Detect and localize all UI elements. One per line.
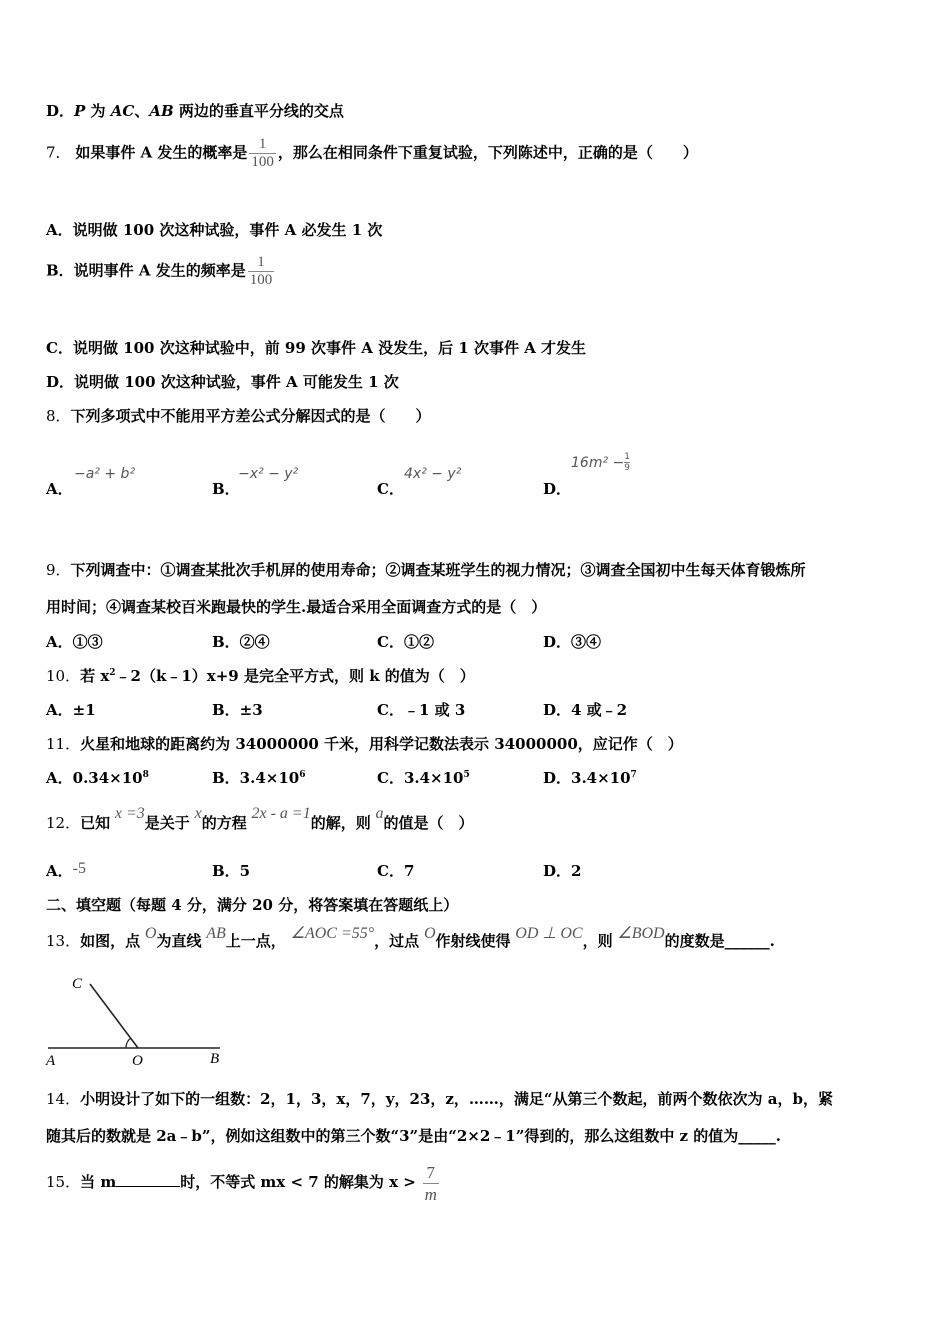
q10-option-c: C．﹣1 或 3 xyxy=(377,701,466,719)
q11-option-b: B．$3.4\times 10^6$ xyxy=(212,769,306,787)
q10-stem: 10．若 $x^2﹣2(k﹣1)x+9$ 是完全平方式，则 k 的值为（ ） xyxy=(46,667,475,685)
angle-arc xyxy=(126,1038,131,1048)
q15-fraction: $\frac{7}{m}$ xyxy=(424,1162,437,1204)
q12-stem: 12．已知 x =3是关于 x的方程 2x - a =1的解，则 a的值是（ ） xyxy=(46,805,474,832)
q7-option-c: C．说明做 100 次这种试验中，前 99 次事件 A 没发生，后 1 次事件 A 才发生 xyxy=(46,339,587,357)
q8-option-c-expr: 4x² − y² xyxy=(404,466,462,482)
q14-line2: 随其后的数就是 2a﹣b”，例如这组数中的第三个数“3”是由“2×2﹣1”得到的，那么这组数中 z 的值为_____. xyxy=(46,1127,782,1145)
q7-number: 7． xyxy=(46,143,71,162)
label-a: A xyxy=(46,1053,56,1068)
q7-fraction: $\frac{1}{100}$ xyxy=(251,136,274,170)
q13-figure xyxy=(40,968,240,1068)
q12-option-b: B．5 xyxy=(212,862,251,880)
q9-stem-line2: 用时间；④调查某校百米跑最快的学生.最适合采用全面调查方式的是（ ） xyxy=(46,598,547,616)
q9-stem-line1: 9．下列调查中：①调查某批次手机屏的使用寿命；②调查某班学生的视力情况；③调查全国初中生每天体育锻炼所 xyxy=(46,561,806,579)
q9-option-d: D．③④ xyxy=(543,633,602,651)
q15-stem: 15．当 m 时，不等式 mx < 7 的解集为 x > $\frac{7}{m}$ xyxy=(46,1162,437,1204)
q11-option-c: C．$3.4\times 10^5$ xyxy=(377,769,470,787)
q7-option-d: D．说明做 100 次这种试验，事件 A 可能发生 1 次 xyxy=(46,373,399,391)
q8-option-d-label: D． xyxy=(543,480,572,498)
q8-option-b-expr: −x² − y² xyxy=(238,466,299,482)
q9-option-a: A．①③ xyxy=(46,633,103,651)
label-b: B xyxy=(210,1051,220,1067)
q15-blank[interactable] xyxy=(116,1186,180,1187)
q6-option-d: D．P 为 AC、AB 两边的垂直平分线的交点 xyxy=(46,102,344,120)
q7-option-b: B．说明事件 A 发生的频率是 $\frac{1}{100}$ xyxy=(46,254,273,288)
q8-option-d-expr: 16m² − $\frac{1}{9}$ xyxy=(571,452,630,473)
q10-option-b: B．±3 xyxy=(212,701,263,719)
q10-option-d: D．4 或﹣2 xyxy=(543,701,628,719)
label-o: O xyxy=(132,1053,143,1068)
label-c: C xyxy=(72,976,83,992)
q13-stem: 13．如图，点 O为直线 AB上一点， ∠AOC =55°，过点 O作射线使得 OD ⊥ OC，则 ∠BOD的度数是______. xyxy=(46,925,775,950)
q12-option-a: A．-5 xyxy=(46,860,86,880)
q8-option-b-label: B． xyxy=(212,480,240,498)
q9-option-c: C．①② xyxy=(377,633,434,651)
q7-option-a: A．说明做 100 次这种试验，事件 A 必发生 1 次 xyxy=(46,221,383,239)
q11-option-d: D．$3.4\times 10^7$ xyxy=(543,769,637,787)
q12-option-d: D．2 xyxy=(543,862,582,880)
q8-option-a-label: A． xyxy=(46,480,73,498)
q12-option-c: C．7 xyxy=(377,862,415,880)
q11-stem: 11．火星和地球的距离约为 34000000 千米，用科学记数法表示 34000000，应记作（ ） xyxy=(46,735,683,753)
q8-stem: 8．下列多项式中不能用平方差公式分解因式的是（ ） xyxy=(46,407,431,425)
q7-stem: 7． 如果事件 A 发生的概率是 $\frac{1}{100}$ ，那么在相同条件下重复试验，下列陈述中，正确的是（ ） xyxy=(46,136,698,170)
section-title-fill-in: 二、填空题（每题 4 分，满分 20 分，将答案填在答题纸上） xyxy=(46,896,459,914)
q8-option-c-label: C． xyxy=(377,480,404,498)
q9-option-b: B．②④ xyxy=(212,633,270,651)
q8-option-a-expr: −a² + b² xyxy=(74,466,136,482)
q14-line1: 14．小明设计了如下的一组数：2，1，3，x，7，y，23，z，……，满足“从第三个数起，前两个数依次为 a，b，紧 xyxy=(46,1090,833,1108)
q11-option-a: A．$0.34\times 10^8$ xyxy=(46,769,149,787)
q10-option-a: A．±1 xyxy=(46,701,96,719)
q7-option-b-fraction: $\frac{1}{100}$ xyxy=(249,254,273,288)
